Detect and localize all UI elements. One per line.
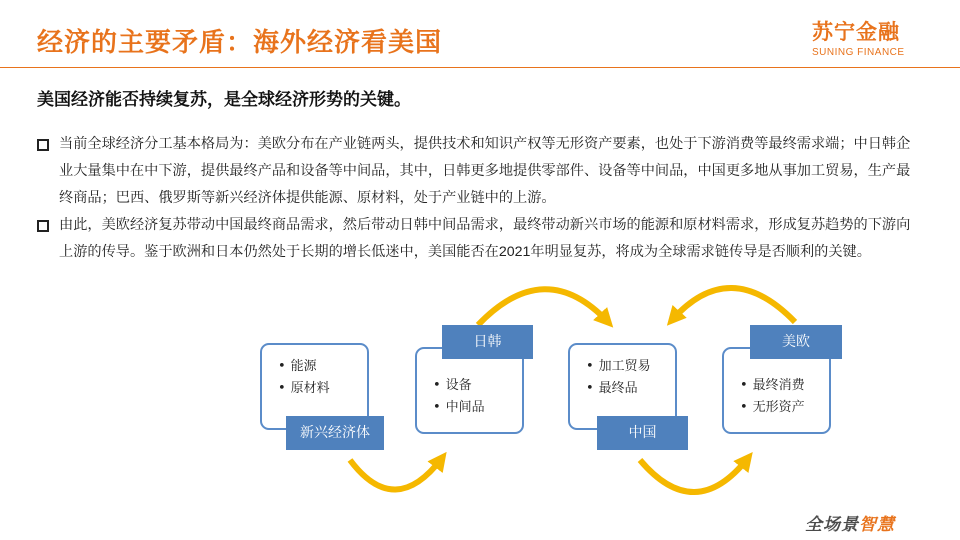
- arrow-meiou-to-zhongguo: [672, 288, 795, 322]
- node-item: • 设备: [433, 375, 522, 397]
- node-meiou-card: [722, 347, 831, 434]
- node-meiou-label: 美欧: [750, 325, 842, 359]
- bullet-text: 当前全球经济分工基本格局为：美欧分布在产业链两头，提供技术和知识产权等无形资产要素，也处于下游消费等最终需求端；中日韩企业大量集中在中下游，提供最终产品和设备等中间品，其中，日韩更多地提供零部件、设备等中间品，中国更多地从事加工贸易，生产最终商品；巴西、俄罗斯等新兴经济体提供能源、原材料，处于产业链中的上游。: [59, 136, 911, 206]
- node-rihan-label: 日韩: [442, 325, 533, 359]
- node-rihan-card: [415, 347, 524, 434]
- bullet-text: 由此，美欧经济复苏带动中国最终商品需求，然后带动日韩中间品需求，最终带动新兴市场的能源和原材料需求，形成复苏趋势的下游向上游的传导。鉴于欧洲和日本仍然处于长期的增长低迷中，美国能否在2021年明显复苏，将成为全球需求链传导是否顺利的关键。: [59, 217, 911, 260]
- logo-en-text: SUNING FINANCE: [812, 47, 905, 58]
- logo-cn-text: 苏宁金融: [812, 21, 900, 44]
- node-item: • 能源: [278, 356, 367, 378]
- node-item: • 加工贸易: [586, 356, 675, 378]
- node-item: • 最终品: [586, 378, 675, 400]
- node-item: • 原材料: [278, 378, 367, 400]
- node-zhongguo-label: 中国: [597, 416, 688, 450]
- footer-slogan-logo: [805, 510, 895, 535]
- node-item: • 无形资产: [740, 397, 829, 419]
- footer-slogan-mark: 全场景: [805, 515, 859, 534]
- node-xinxing-label: 新兴经济体: [286, 416, 384, 450]
- footer-slogan-rest: 智慧: [859, 515, 895, 534]
- arrow-rihan-to-zhongguo: [478, 289, 608, 325]
- headline: 美国经济能否持续复苏，是全球经济形势的关键。: [37, 90, 411, 109]
- slide-title: 经济的主要矛盾：海外经济看美国: [37, 27, 443, 57]
- arrow-zhongguo-to-meiou: [640, 458, 748, 492]
- arrow-xinxing-to-rihan: [350, 458, 442, 490]
- node-item: • 中间品: [433, 397, 522, 419]
- node-item: • 最终消费: [740, 375, 829, 397]
